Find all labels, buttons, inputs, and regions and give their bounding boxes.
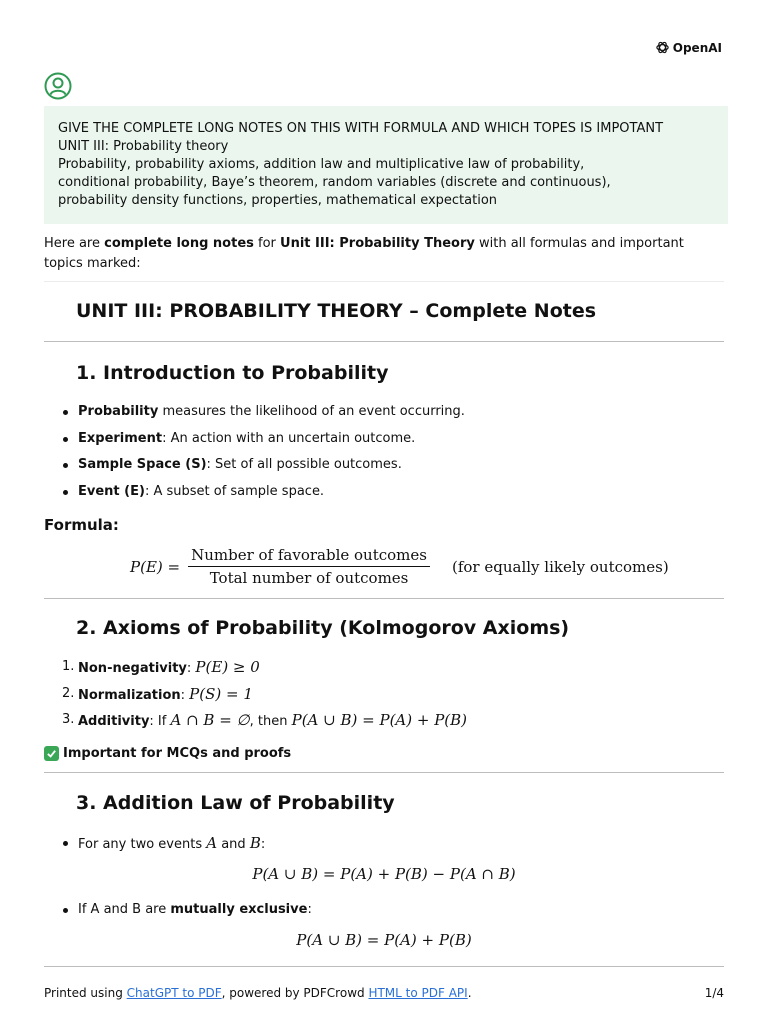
check-mark-icon: [44, 746, 59, 761]
user-message-line: probability density functions, properties, mathematical expectation: [58, 193, 498, 208]
footer-text: .: [467, 986, 472, 1000]
page-number: 1/4: [704, 986, 724, 1000]
intro-text: Here are: [44, 236, 105, 251]
section2-list: [62, 657, 467, 737]
section3-list: [62, 833, 265, 860]
list-item: 2. Normalization: P(S) = 1: [62, 684, 253, 703]
formula-note: (for equally likely outcomes): [451, 557, 669, 576]
divider: [44, 772, 724, 773]
probability-formula: [130, 546, 669, 587]
section-heading: 3. Addition Law of Probability: [76, 792, 395, 814]
divider: [44, 281, 724, 282]
user-message-line: conditional probability, Baye’s theorem, random variables (discrete and continuous),: [58, 175, 611, 190]
intro-paragraph: [44, 234, 724, 274]
list-item: Probability measures the likelihood of an event occurring.: [62, 402, 465, 429]
list-item: 3. Additivity: If A ∩ B = ∅, then P(A ∪ B) = P(A) + P(B): [62, 711, 468, 729]
divider: [44, 341, 724, 342]
list-item: Experiment: An action with an uncertain outcome.: [62, 429, 465, 456]
divider: [44, 966, 724, 967]
page-title: UNIT III: PROBABILITY THEORY – Complete Notes: [76, 300, 597, 322]
footer: [44, 986, 472, 1000]
user-message-line: Probability, probability axioms, addition law and multiplicative law of probability,: [58, 157, 585, 172]
intro-bold: complete long notes: [104, 236, 254, 251]
openai-logo-icon: [655, 40, 670, 55]
section-heading: 2. Axioms of Probability (Kolmogorov Axioms): [76, 617, 570, 639]
formula-fraction: [188, 546, 430, 587]
chatgpt-to-pdf-link[interactable]: ChatGPT to PDF: [126, 986, 222, 1000]
brand-label: OpenAI: [672, 40, 722, 55]
divider: [44, 598, 724, 599]
intro-bold: Unit III: Probability Theory: [280, 236, 475, 251]
user-message-line: UNIT III: Probability theory: [58, 139, 229, 154]
important-note: [44, 746, 291, 761]
formula-label: Formula:: [44, 516, 119, 534]
section3-list-2: [62, 900, 312, 927]
list-item: Event (E): A subset of sample space.: [62, 482, 465, 509]
addition-law-formula: P(A ∪ B) = P(A) + P(B) − P(A ∩ B): [252, 865, 516, 883]
mutually-exclusive-formula: P(A ∪ B) = P(A) + P(B): [296, 931, 472, 949]
user-avatar-icon: [44, 72, 72, 100]
list-item: If A and B are mutually exclusive:: [62, 900, 312, 927]
list-item: Sample Space (S): Set of all possible outcomes.: [62, 455, 465, 482]
list-item: 1. Non-negativity: P(E) ≥ 0: [62, 658, 260, 676]
intro-text: for: [253, 236, 281, 251]
intro-text: with all formulas and important topics marked:: [44, 236, 684, 271]
footer-text: , powered by PDFCrowd: [221, 986, 369, 1000]
footer-text: Printed using: [44, 986, 127, 1000]
formula-lhs: P(E) =: [130, 557, 181, 576]
section1-list: [62, 402, 465, 508]
list-item: For any two events A and B:: [62, 833, 265, 860]
brand: [655, 40, 722, 55]
formula-numerator: Number of favorable outcomes: [188, 546, 430, 567]
user-message: [44, 106, 728, 224]
html-to-pdf-api-link[interactable]: HTML to PDF API: [368, 986, 468, 1000]
section-heading: 1. Introduction to Probability: [76, 362, 389, 384]
important-note-text: Important for MCQs and proofs: [63, 746, 292, 761]
user-message-line: GIVE THE COMPLETE LONG NOTES ON THIS WITH FORMULA AND WHICH TOPES IS IMPOTANT: [58, 121, 664, 136]
formula-denominator: Total number of outcomes: [209, 569, 409, 587]
